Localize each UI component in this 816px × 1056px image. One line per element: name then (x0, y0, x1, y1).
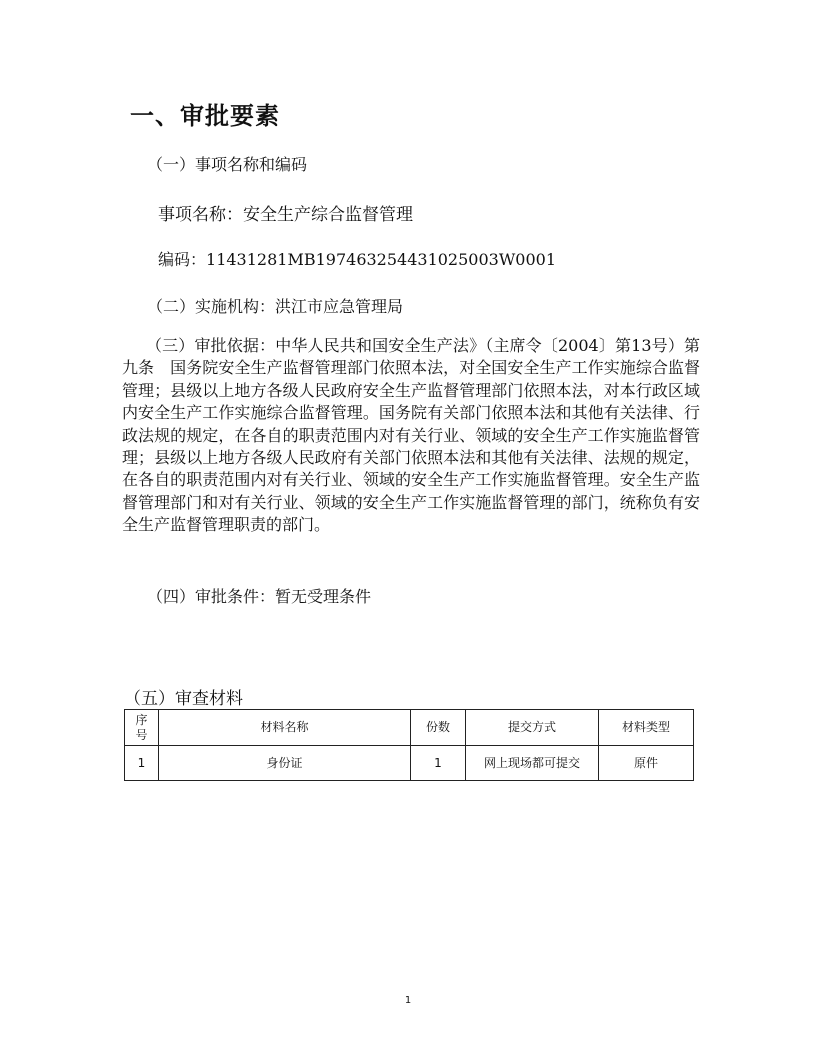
cell-submission-method: 网上现场都可提交 (466, 746, 599, 781)
item-name-value: 安全生产综合监督管理 (243, 205, 413, 225)
approval-conditions-line (147, 587, 371, 607)
header-copies: 份数 (411, 710, 466, 746)
cell-material-type: 原件 (599, 746, 694, 781)
cell-copies: 1 (411, 746, 466, 781)
header-material-name: 材料名称 (159, 710, 411, 746)
materials-table (124, 709, 694, 781)
table-row (125, 746, 694, 781)
implementing-agency-value: 洪江市应急管理局 (275, 297, 404, 316)
page-number: 1 (404, 995, 412, 1006)
section1-title: （一）事项名称和编码 (147, 155, 308, 174)
item-name-label: 事项名称： (158, 205, 243, 225)
item-code-line (158, 250, 556, 270)
item-code-label: 编码： (158, 250, 207, 269)
review-materials-title: （五）审查材料 (124, 689, 243, 709)
approval-conditions-value: 暂无受理条件 (275, 587, 372, 606)
cell-material-name: 身份证 (159, 746, 411, 781)
implementing-agency-line (147, 297, 403, 317)
implementing-agency-label: （二）实施机构： (147, 297, 276, 316)
approval-basis-paragraph (122, 335, 700, 537)
cell-serial: 1 (125, 746, 159, 781)
page-heading: 一、审批要素 (130, 102, 280, 130)
item-name-line (158, 205, 413, 225)
item-code-value: 11431281MB197463254431025003W0001 (206, 250, 556, 269)
header-material-type: 材料类型 (599, 710, 694, 746)
approval-conditions-label: （四）审批条件： (147, 587, 276, 606)
table-header-row (125, 710, 694, 746)
header-serial-label: 序号 (135, 712, 148, 742)
approval-basis-text: （三）审批依据：中华人民共和国安全生产法》（主席令〔2004〕第13号）第九条 国务院安全生产监督管理部门依照本法，对全国安全生产工作实施综合监督管理；县级以上地方各级人民政府安全生产监督管理部门依照本法，对本行政区域内安全生产工作实施综合监督管理。国务院有关部门依照本法和其他有关法律、行政法规的规定，在各自的职责范围内对有关行业、领域的安全生产工作实施监督管理；县级以上地方各级人民政府有关部门依照本法和其他有关法律、法规的规定，在各自的职责范围内对有关行业、领域的安全生产工作实施监督管理。安全生产监督管理部门和对有关行业、领域的安全生产工作实施监督管理的部门，统称负有安全生产监督管理职责的部门。 (122, 336, 700, 535)
header-submission-method: 提交方式 (466, 710, 599, 746)
header-serial (125, 710, 159, 746)
